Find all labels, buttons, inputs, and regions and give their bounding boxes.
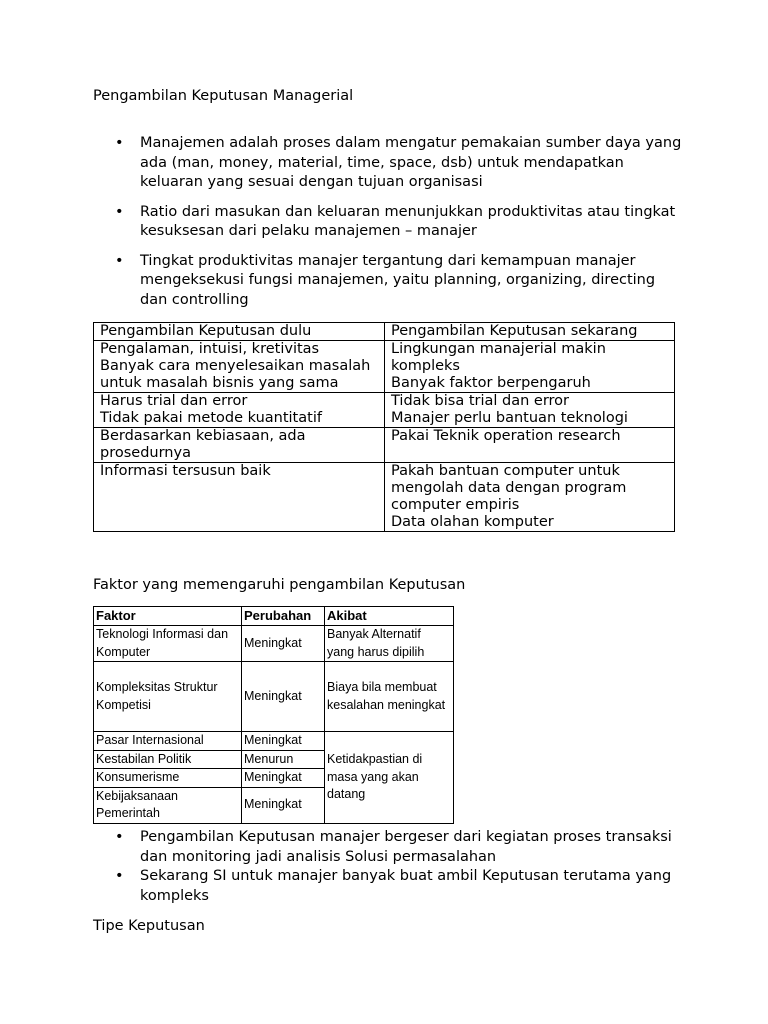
table-cell: Pakai Teknik operation research: [391, 428, 621, 444]
table-cell: Teknologi Informasi dan Komputer: [94, 626, 242, 662]
table-header-row: [94, 323, 675, 341]
heading-managerial: Pengambilan Keputusan Managerial: [93, 88, 354, 104]
table-cell: Meningkat: [242, 626, 325, 662]
header-faktor: Faktor: [94, 607, 242, 626]
bullet-item: • Ratio dari masukan dan keluaran menunjukkan produktivitas atau tingkat kesuksesan dari pelaku manajemen – manajer: [93, 203, 683, 242]
header-cell-sekarang: Pengambilan Keputusan sekarang: [385, 323, 675, 341]
table-cell: Kebijaksanaan Pemerintah: [94, 787, 242, 823]
faktor-table: [93, 606, 454, 824]
header-perubahan: Perubahan: [242, 607, 325, 626]
header-akibat: Akibat: [325, 607, 454, 626]
table-cell: Harus trial dan error Tidak pakai metode kuantitatif: [100, 393, 322, 426]
table-row: [94, 463, 675, 532]
table-cell: Meningkat: [242, 732, 325, 751]
table-row: [94, 428, 675, 463]
table-cell: Kestabilan Politik: [94, 750, 242, 769]
table-cell: Biaya bila membuat kesalahan meningkat: [325, 662, 454, 732]
table-cell: Pengalaman, intuisi, kretivitas Banyak cara menyelesaikan masalah untuk masalah bisnis yang sama: [100, 341, 371, 391]
table-cell: Berdasarkan kebiasaan, ada prosedurnya: [100, 428, 306, 461]
heading-tipe: Tipe Keputusan: [93, 918, 205, 934]
table-cell: Pasar Internasional: [94, 732, 242, 751]
table-cell: Tidak bisa trial dan error Manajer perlu bantuan teknologi: [391, 393, 628, 426]
bullet-item: • Manajemen adalah proses dalam mengatur pemakaian sumber daya yang ada (man, money, material, time, space, dsb) untuk mendapatkan keluaran yang sesuai dengan tujuan organisasi: [93, 134, 683, 193]
table-row: [94, 662, 454, 732]
table-row: [94, 626, 454, 662]
top-bullet-list: [93, 134, 683, 310]
bottom-bullet-list: [93, 828, 683, 906]
bullet-item: • Pengambilan Keputusan manajer bergeser dari kegiatan proses transaksi dan monitoring jadi analisis Solusi permasalahan: [93, 828, 683, 867]
table-cell: Kompleksitas Struktur Kompetisi: [94, 662, 242, 732]
table-cell: Banyak Alternatif yang harus dipilih: [325, 626, 454, 662]
table-cell: Konsumerisme: [94, 769, 242, 788]
table-cell: Menurun: [242, 750, 325, 769]
table-cell: Lingkungan manajerial makin kompleks Banyak faktor berpengaruh: [391, 341, 606, 391]
table-cell: Informasi tersusun baik: [100, 463, 271, 479]
heading-faktor: Faktor yang memengaruhi pengambilan Keputusan: [93, 577, 466, 593]
table-cell: Meningkat: [242, 662, 325, 732]
table-header-row: [94, 607, 454, 626]
table-cell: Pakah bantuan computer untuk mengolah data dengan program computer empiris Data olahan komputer: [391, 463, 627, 530]
header-cell-dulu: Pengambilan Keputusan dulu: [94, 323, 385, 341]
bullet-item: • Sekarang SI untuk manajer banyak buat ambil Keputusan terutama yang kompleks: [93, 867, 683, 906]
table-cell-shared: Ketidakpastian di masa yang akan datang: [325, 732, 454, 824]
table-cell: Meningkat: [242, 769, 325, 788]
bullet-item: • Tingkat produktivitas manajer tergantung dari kemampuan manajer mengeksekusi fungsi manajemen, yaitu planning, organizing, directing dan controlling: [93, 252, 683, 311]
table-row: [94, 341, 675, 393]
table-cell: Meningkat: [242, 787, 325, 823]
table-row: [94, 732, 454, 751]
comparison-table: [93, 322, 675, 532]
table-row: [94, 393, 675, 428]
